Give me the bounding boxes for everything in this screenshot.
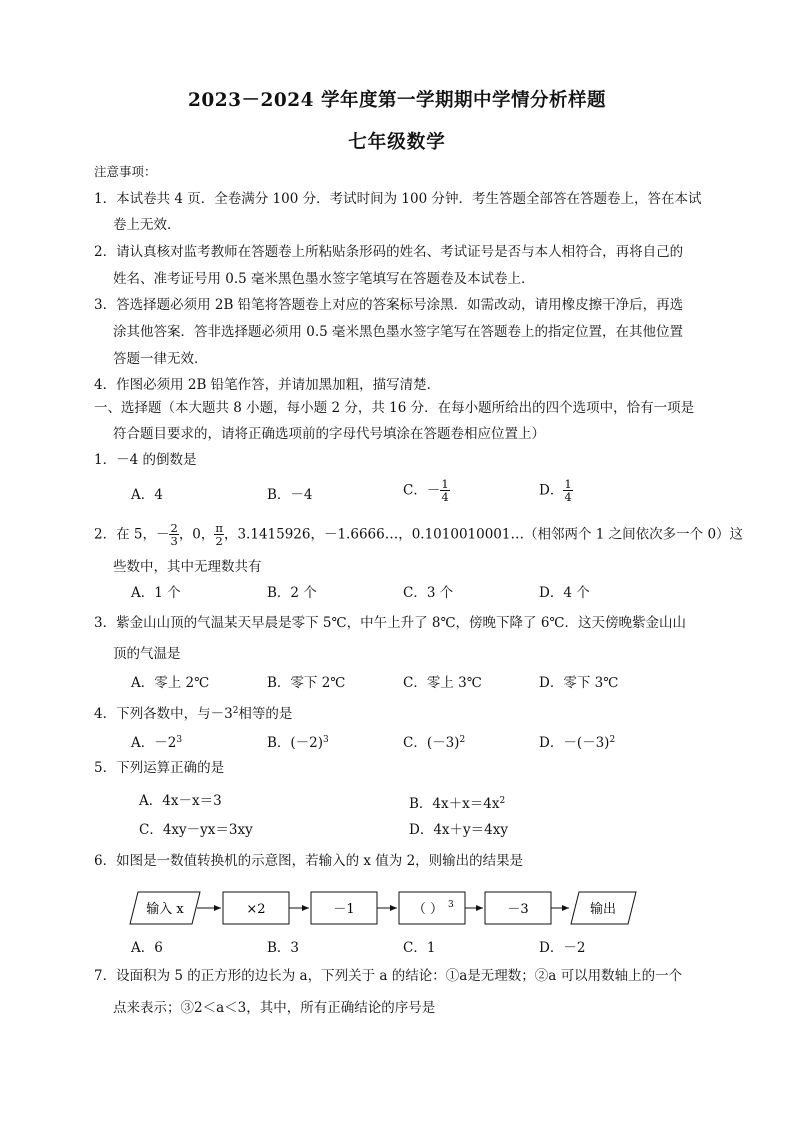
q2-option-b: B．2 个 <box>267 585 317 601</box>
flow-step-cube-exponent: 3 <box>448 900 454 910</box>
q5-option-b: B．$4x+x=4x^2$ <box>409 796 506 812</box>
q2-option-d: D．4 个 <box>539 585 590 601</box>
note-line: 1．本试卷共 4 页．全卷满分 100 分．考试时间为 100 分钟．考生答题全部答在答题卷上，答在本试 <box>94 191 702 207</box>
section-instruction: 符合题目要求的，请将正确选项前的字母代号填涂在答题卷相应位置上） <box>113 426 545 442</box>
note-line: 卷上无效． <box>113 217 181 233</box>
question-2-stem-cont: 些数中，其中无理数共有 <box>113 559 262 575</box>
q1-option-c: C．－ $\frac{1}{4}$ <box>403 477 449 504</box>
q4-option-b: B．$(-2)^3$ <box>267 735 329 751</box>
q3-option-d: D．零下 3℃ <box>539 675 619 691</box>
note-line: 答题一律无效． <box>113 351 208 367</box>
flow-output-label: 输出 <box>589 902 617 917</box>
q4-option-c: C．$(-3)^2$ <box>403 735 466 751</box>
q1-option-d: D． $\frac{1}{4}$ <box>539 477 572 504</box>
q2-option-c: C．3 个 <box>403 585 454 601</box>
question-4-stem: 4．下列各数中，与$-3^2$相等的是 <box>94 706 293 722</box>
note-line: 4．作图必须用 2B 铅笔作答，并请加黑加粗，描写清楚． <box>94 377 441 393</box>
q6-option-d: D．－2 <box>539 940 586 956</box>
q6-option-b: B．3 <box>267 940 300 956</box>
q3-option-c: C．零上 3℃ <box>403 675 482 691</box>
section-instruction: 一、选择题（本大题共 8 小题，每小题 2 分，共 16 分．在每小题所给出的四个选项中，恰有一项是 <box>94 400 695 416</box>
q6-option-c: C．1 <box>403 940 436 956</box>
q6-option-a: A．6 <box>131 940 163 956</box>
question-1-stem: 1．－4 的倒数是 <box>94 452 197 468</box>
notes-heading: 注意事项： <box>94 164 157 179</box>
q3-option-a: A．零上 2℃ <box>131 675 210 691</box>
question-7-stem-cont: 点来表示；③2＜a＜3，其中，所有正确结论的序号是 <box>113 1000 436 1016</box>
q3-option-b: B．零下 2℃ <box>267 675 346 691</box>
q5-option-d: D．4x＋y＝4xy <box>409 822 508 838</box>
flow-input-label: 输入 x <box>146 902 184 917</box>
flow-step-subtract-1: －1 <box>333 902 355 917</box>
note-line: 涂其他答案．答非选择题必须用 0.5 毫米黑色墨水签字笔写在答题卷上的指定位置，在其他位置 <box>113 324 684 340</box>
question-3-stem: 3．紫金山山顶的气温某天早晨是零下 5℃，中午上升了 8℃，傍晚下降了 6℃．这天傍晚紫金山山 <box>94 615 687 631</box>
question-2-stem: 2．在 5，－ $\frac{2}{3}$ ，0， $\frac{\pi}{2}$ ，3.1415926，－1.6666…，0.1010010001…（相邻两个 1 之间依次多一个 0）这 <box>94 521 744 548</box>
exam-title: 2023－2024 学年度第一学期期中学情分析样题 <box>188 90 606 111</box>
question-3-stem-cont: 顶的气温是 <box>113 646 181 662</box>
q1-option-b: B．－4 <box>267 487 313 503</box>
question-6-stem: 6．如图是一数值转换机的示意图，若输入的 x 值为 2，则输出的结果是 <box>94 853 524 869</box>
flow-step-multiply: ×2 <box>246 902 266 917</box>
note-line: 3．答选择题必须用 2B 铅笔将答题卷上对应的答案标号涂黑．如需改动，请用橡皮擦干净后，再选 <box>94 297 684 313</box>
exam-subtitle: 七年级数学 <box>348 132 446 153</box>
q2-option-a: A．1 个 <box>131 585 181 601</box>
note-line: 2．请认真核对监考教师在答题卷上所粘贴条形码的姓名、考试证号是否与本人相符合，再将自己的 <box>94 244 684 260</box>
q1-option-a: A．4 <box>131 487 163 503</box>
q4-option-a: A．$-2^3$ <box>131 735 183 751</box>
question-5-stem: 5．下列运算正确的是 <box>94 760 225 776</box>
q5-option-c: C．4xy－yx＝3xy <box>139 822 253 838</box>
note-line: 姓名、准考证号用 0.5 毫米黑色墨水签字笔填写在答题卷及本试卷上． <box>113 271 535 287</box>
flow-step-subtract-3: －3 <box>507 902 529 917</box>
q4-option-d: D．$-(-3)^2$ <box>539 735 616 751</box>
flow-diagram <box>128 888 642 930</box>
q5-option-a: A．4x－x＝3 <box>139 793 222 809</box>
question-7-stem: 7．设面积为 5 的正方形的边长为 a，下列关于 a 的结论：①a是无理数；②a 可以用数轴上的一个 <box>94 968 683 984</box>
flow-step-cube: （ ） <box>412 902 444 917</box>
